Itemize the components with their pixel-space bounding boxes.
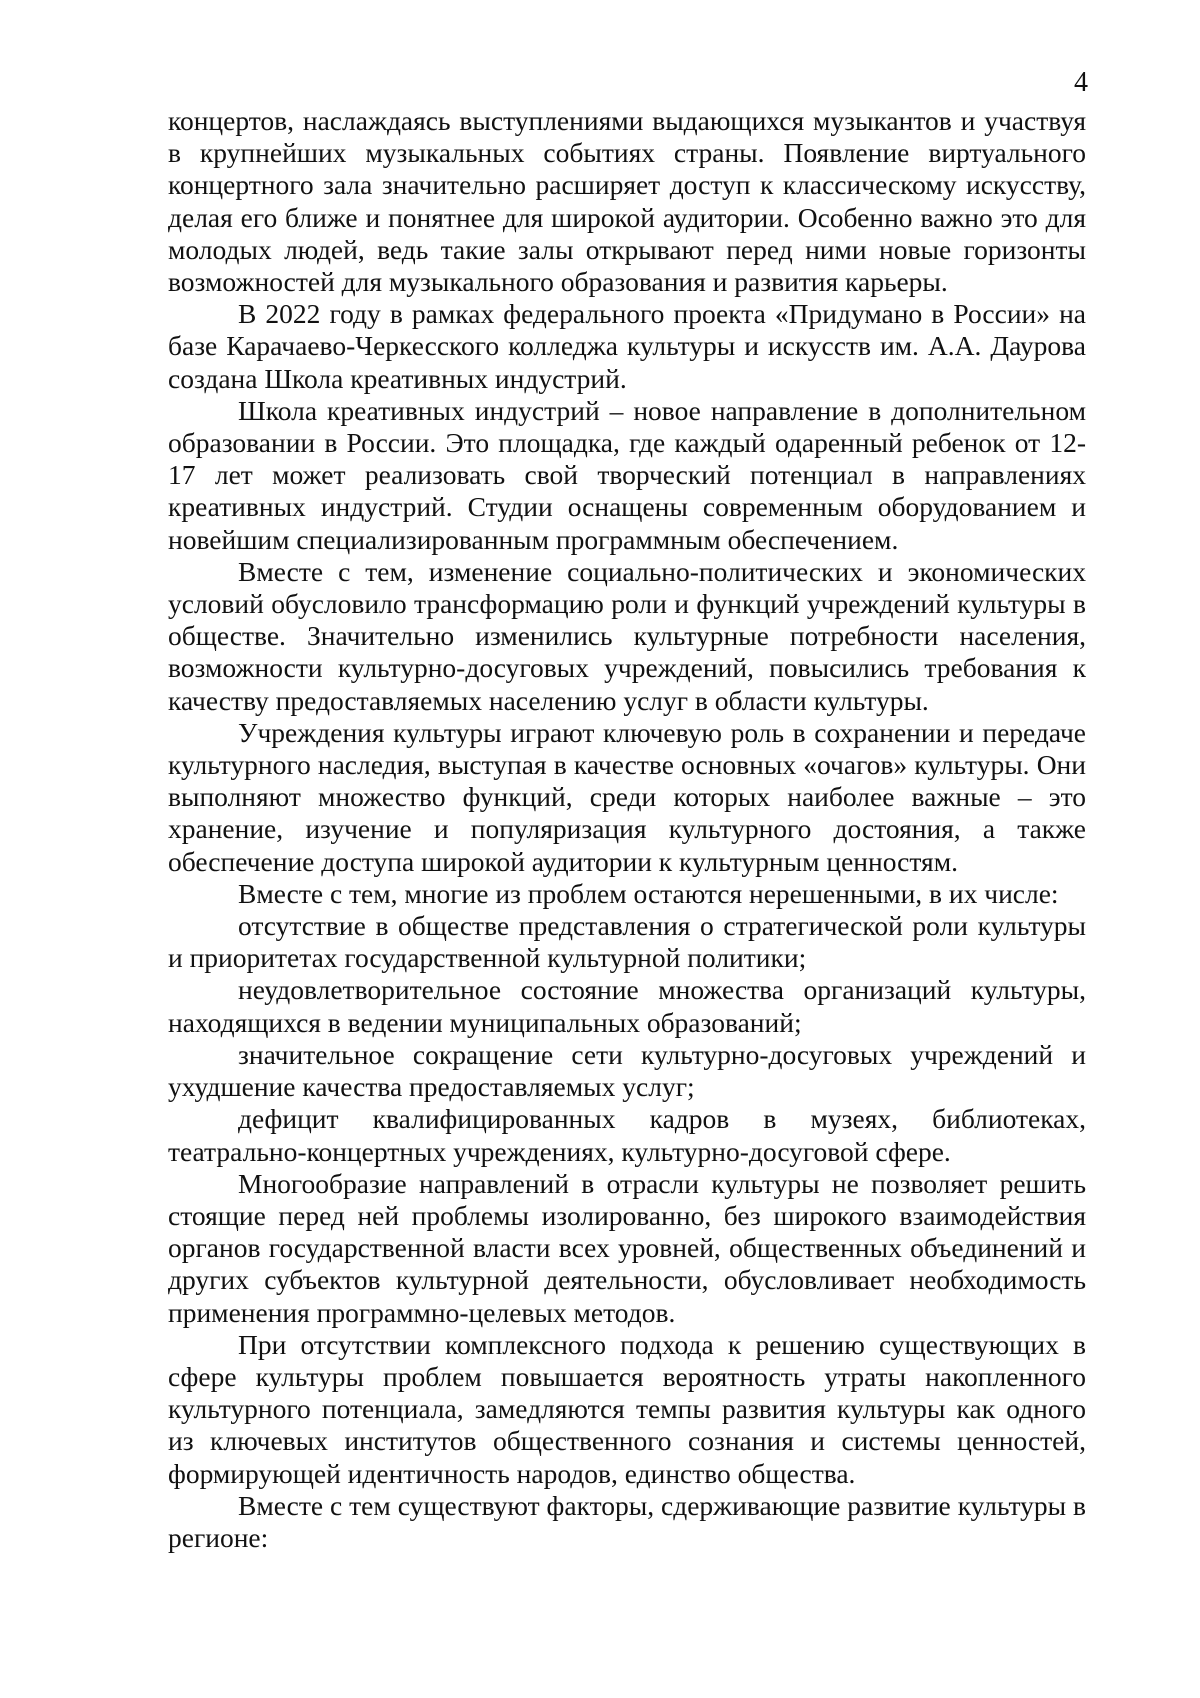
- list-item: отсутствие в обществе представления о стратегической роли культуры и приоритетах государственной культурной политики;: [168, 910, 1086, 974]
- document-body: [168, 105, 1086, 1554]
- paragraph: Вместе с тем, многие из проблем остаются нерешенными, в их числе:: [238, 877, 1059, 909]
- list-item: дефицит квалифицированных кадров в музеях, библиотеках, театрально-концертных учреждениях, культурно-досуговой сфере.: [168, 1103, 1086, 1167]
- paragraph: Вместе с тем существуют факторы, сдерживающие развитие культуры в регионе:: [168, 1489, 1086, 1553]
- paragraph-continuation: концертов, наслаждаясь выступлениями выдающихся музыкантов и участвуя в крупнейших музыкальных событиях страны. Появление виртуального концертного зала значительно расширяет доступ к классическому искусству, делая его ближе и понятнее для широкой аудитории. Особенно важно это для молодых людей, ведь такие залы открывают перед ними новые горизонты возможностей для музыкального образования и развития карьеры.: [168, 105, 1086, 298]
- paragraph: При отсутствии комплексного подхода к решению существующих в сфере культуры проблем повышается вероятность утраты накопленного культурного потенциала, замедляются темпы развития культуры как одного из ключевых институтов общественного сознания и системы ценностей, формирующей идентичность народов, единство общества.: [168, 1328, 1086, 1489]
- page-number: 4: [1074, 67, 1088, 98]
- paragraph: Школа креативных индустрий – новое направление в дополнительном образовании в России. Это площадка, где каждый одаренный ребенок от 12-17 лет может реализовать свой творческий потенциал в направлениях креативных индустрий. Студии оснащены современным оборудованием и новейшим специализированным программным обеспечением.: [168, 394, 1086, 555]
- paragraph: Учреждения культуры играют ключевую роль в сохранении и передаче культурного наследия, выступая в качестве основных «очагов» культуры. Они выполняют множество функций, среди которых наиболее важные – это хранение, изучение и популяризация культурного достояния, а также обеспечение доступа широкой аудитории к культурным ценностям.: [168, 716, 1086, 877]
- paragraph: В 2022 году в рамках федерального проекта «Придумано в России» на базе Карачаево-Черкесского колледжа культуры и искусств им. А.А. Даурова создана Школа креативных индустрий.: [168, 298, 1086, 394]
- paragraph: Вместе с тем, изменение социально-политических и экономических условий обусловило трансформацию роли и функций учреждений культуры в обществе. Значительно изменились культурные потребности населения, возможности культурно-досуговых учреждений, повысились требования к качеству предоставляемых населению услуг в области культуры.: [168, 555, 1086, 716]
- list-item: значительное сокращение сети культурно-досуговых учреждений и ухудшение качества предоставляемых услуг;: [168, 1038, 1086, 1103]
- list-item: неудовлетворительное состояние множества организаций культуры, находящихся в ведении муниципальных образований;: [168, 974, 1086, 1038]
- paragraph: Многообразие направлений в отрасли культуры не позволяет решить стоящие перед ней проблемы изолированно, без широкого взаимодействия органов государственной власти всех уровней, общественных объединений и других субъектов культурной деятельности, обусловливает необходимость применения программно-целевых методов.: [168, 1167, 1086, 1328]
